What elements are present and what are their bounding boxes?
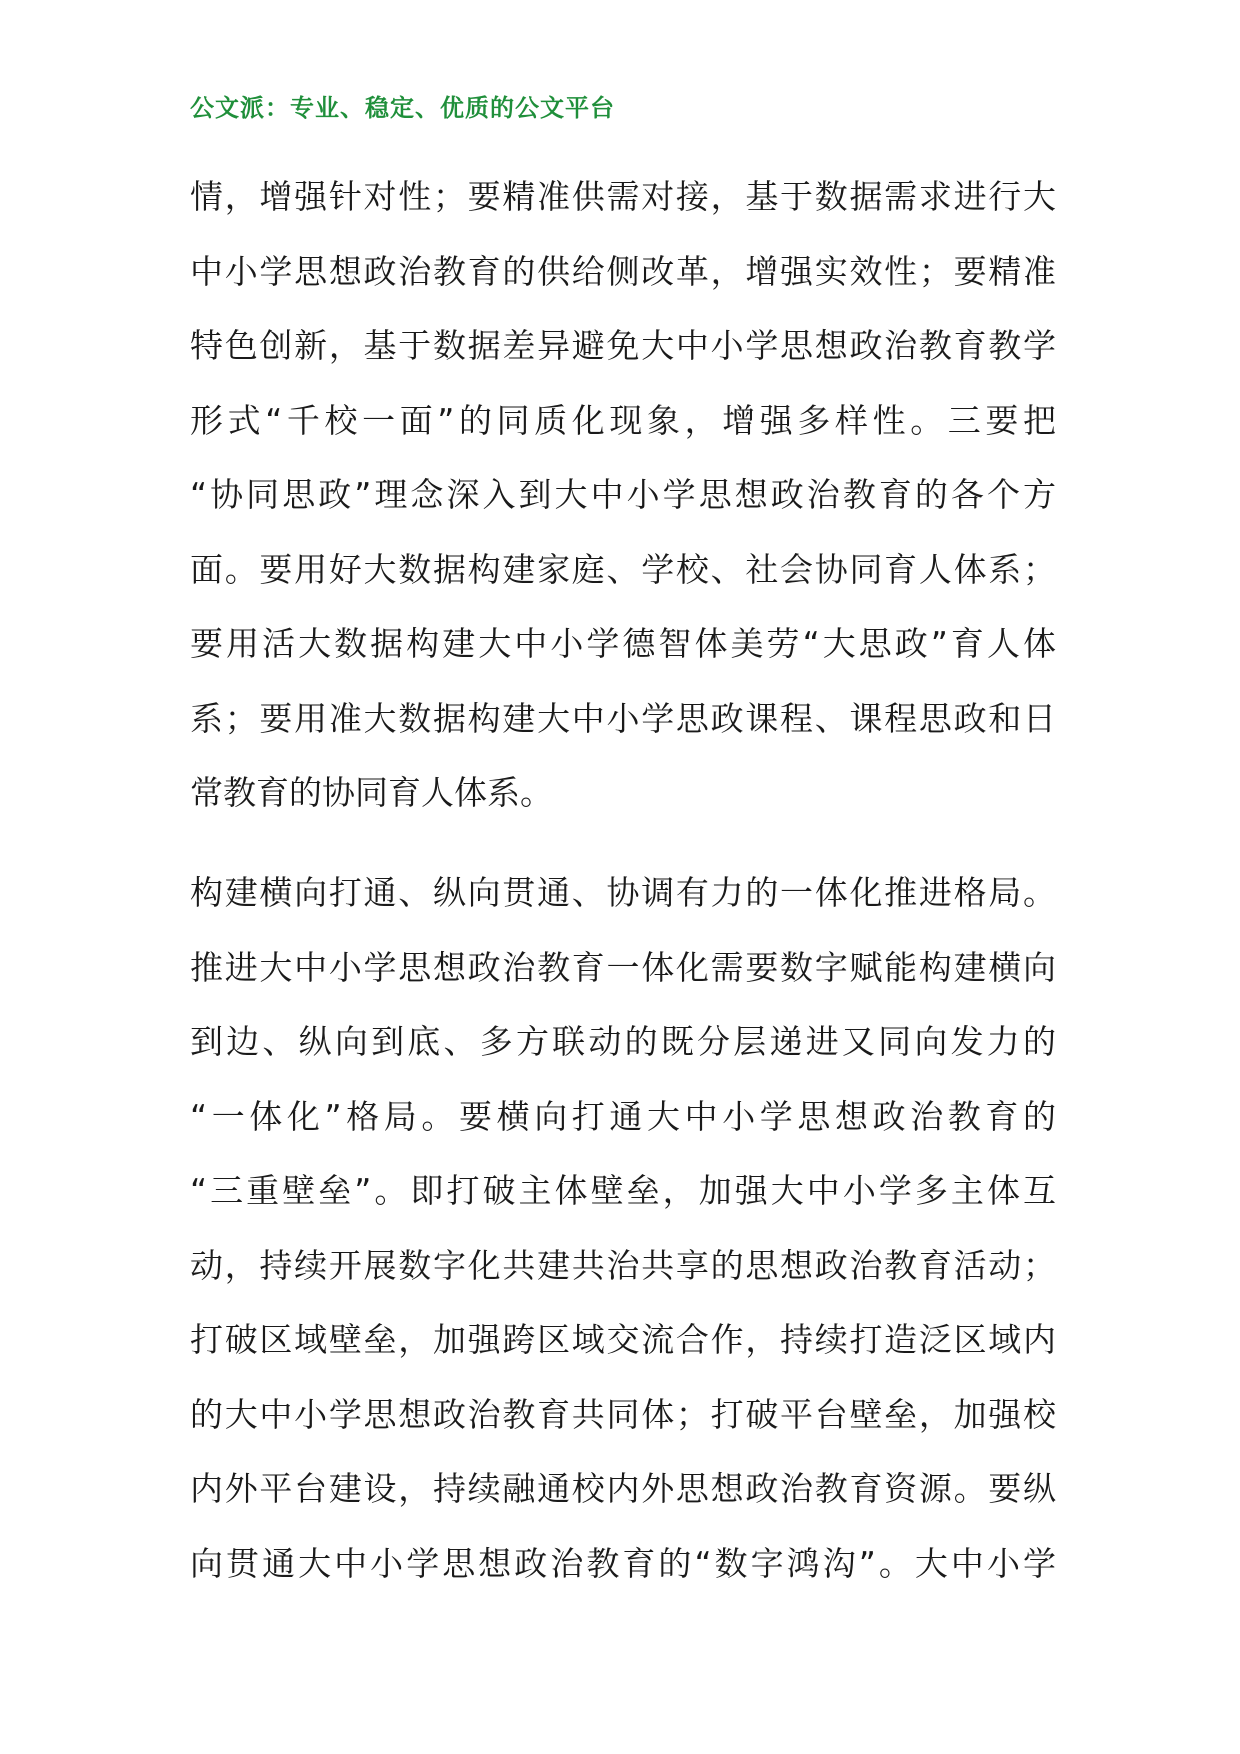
- text-line: 的大中小学思想政治教育共同体；打破平台壁垒，加强校: [190, 1394, 1056, 1434]
- text-line: 构建横向打通、纵向贯通、协调有力的一体化推进格局。: [190, 873, 1056, 912]
- text-line: 情，增强针对性；要精准供需对接，基于数据需求进行大: [190, 177, 1056, 216]
- text-line: 要用活大数据构建大中小学德智体美劳“大思政”育人体: [190, 624, 1056, 663]
- page-header: 公文派：专业、稳定、优质的公文平台: [190, 94, 615, 122]
- text-line: “一体化”格局。要横向打通大中小学思想政治教育的: [190, 1096, 1056, 1136]
- text-line: 中小学思想政治教育的供给侧改革，增强实效性；要精准: [190, 251, 1056, 291]
- text-line: 特色创新，基于数据差异避免大中小学思想政治教育教学: [190, 326, 1056, 365]
- text-line: 推进大中小学思想政治教育一体化需要数字赋能构建横向: [190, 947, 1056, 987]
- text-line: 动，持续开展数字化共建共治共享的思想政治教育活动；: [190, 1245, 1056, 1285]
- text-line: 形式“千校一面”的同质化现象，增强多样性。三要把: [190, 400, 1056, 440]
- text-line: 常教育的协同育人体系。: [190, 773, 553, 812]
- text-line: 向贯通大中小学思想政治教育的“数字鸿沟”。大中小学: [190, 1543, 1056, 1583]
- text-line: 系；要用准大数据构建大中小学思政课程、课程思政和日: [190, 698, 1056, 738]
- text-line: “协同思政”理念深入到大中小学思想政治教育的各个方: [190, 475, 1056, 514]
- text-line: 到边、纵向到底、多方联动的既分层递进又同向发力的: [190, 1022, 1056, 1061]
- text-line: 面。要用好大数据构建家庭、学校、社会协同育人体系；: [190, 549, 1056, 589]
- paragraph-2: [190, 856, 1056, 1601]
- text-line: 内外平台建设，持续融通校内外思想政治教育资源。要纵: [190, 1469, 1056, 1508]
- text-line: “三重壁垒”。即打破主体壁垒，加强大中小学多主体互: [190, 1171, 1056, 1210]
- paragraph-1: [190, 160, 1056, 831]
- text-line: 打破区域壁垒，加强跨区域交流合作，持续打造泛区域内: [190, 1320, 1056, 1359]
